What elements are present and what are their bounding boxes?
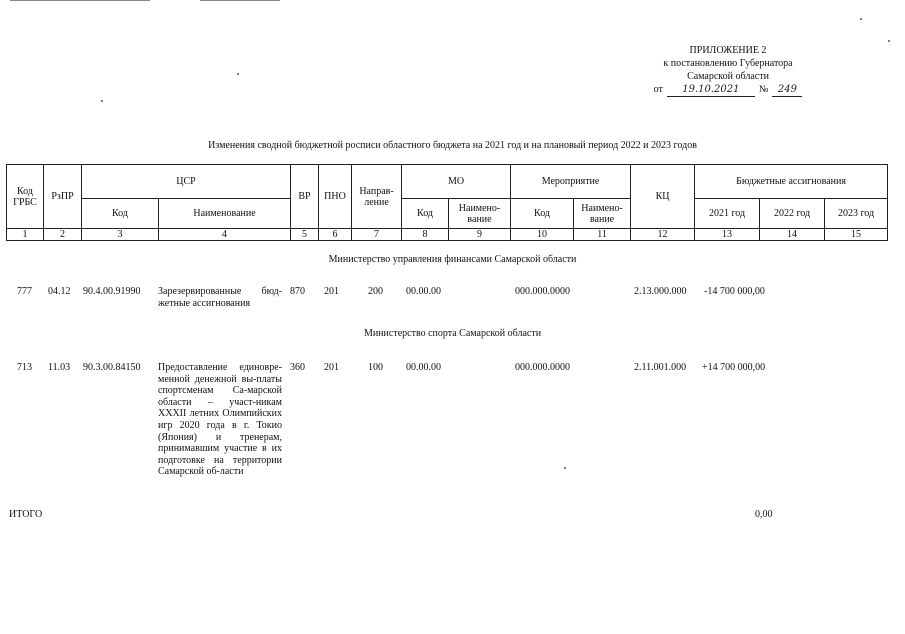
cell-rzpr: 04.12 xyxy=(48,286,71,297)
scan-edge-line xyxy=(200,0,280,1)
cell-mo: 00.00.00 xyxy=(406,362,441,373)
appendix-signature-line xyxy=(654,83,803,97)
col-number: 9 xyxy=(449,229,511,241)
col-budget: Бюджетные ассигнования xyxy=(695,165,888,199)
scan-speck xyxy=(860,18,862,20)
cell-sum2021: -14 700 000,00 xyxy=(704,286,765,297)
cell-rzpr: 11.03 xyxy=(48,362,71,373)
scan-speck xyxy=(237,73,239,75)
col-pno: ПНО xyxy=(319,165,352,229)
scan-speck xyxy=(888,40,890,42)
cell-meropr: 000.000.0000 xyxy=(515,362,570,373)
cell-pno: 201 xyxy=(324,362,339,373)
col-number: 1 xyxy=(7,229,44,241)
document-title: Изменения сводной бюджетной росписи областного бюджета на 2021 год и на плановый период 2022 и 2023 годов xyxy=(208,140,697,151)
col-mo-kod: Код xyxy=(402,199,449,229)
cell-vr: 360 xyxy=(290,362,305,373)
col-vr: ВР xyxy=(291,165,319,229)
col-number: 14 xyxy=(760,229,825,241)
col-csr-kod: Код xyxy=(82,199,159,229)
col-number: 6 xyxy=(319,229,352,241)
col-number: 12 xyxy=(631,229,695,241)
col-number: 8 xyxy=(402,229,449,241)
cell-csr: 90.3.00.84150 xyxy=(83,362,141,373)
col-csr: ЦСР xyxy=(82,165,291,199)
col-number: 15 xyxy=(825,229,888,241)
total-label: ИТОГО xyxy=(9,509,43,520)
table-row xyxy=(6,362,887,512)
col-csr-name: Наименование xyxy=(159,199,291,229)
col-number: 3 xyxy=(82,229,159,241)
col-number: 4 xyxy=(159,229,291,241)
col-number: 7 xyxy=(352,229,402,241)
cell-meropr: 000.000.0000 xyxy=(515,286,570,297)
col-2023: 2023 год xyxy=(825,199,888,229)
cell-napr: 200 xyxy=(368,286,383,297)
scan-edge-line xyxy=(10,0,150,1)
col-2021: 2021 год xyxy=(695,199,760,229)
cell-kc: 2.13.000.000 xyxy=(634,286,687,297)
cell-pno: 201 xyxy=(324,286,339,297)
col-number: 11 xyxy=(574,229,631,241)
col-2022: 2022 год xyxy=(760,199,825,229)
cell-mo: 00.00.00 xyxy=(406,286,441,297)
cell-vr: 870 xyxy=(290,286,305,297)
col-meropr: Мероприятие xyxy=(511,165,631,199)
cell-kc: 2.11.001.000 xyxy=(634,362,687,373)
cell-desc: Предоставление единовре-менной денежной вы-платы спортсменам Са-марской области – участ-никам XXXII летних Олимпийских игр 2020 года в г. Токио (Япония) и тренерам, принимавшим участие в их подготовке на территории Самарской об-ласти xyxy=(158,362,282,478)
cell-csr: 90.4.00.91990 xyxy=(83,286,141,297)
appendix-line3: Самарской области xyxy=(687,71,769,82)
cell-grbs: 713 xyxy=(17,362,32,373)
appendix-line2: к постановлению Губернатора xyxy=(663,58,793,69)
col-number: 10 xyxy=(511,229,574,241)
col-mo: МО xyxy=(402,165,511,199)
col-napr: Направ-ление xyxy=(352,165,402,229)
appendix-block xyxy=(643,44,813,97)
scan-speck xyxy=(101,100,103,102)
col-kc: КЦ xyxy=(631,165,695,229)
col-number: 2 xyxy=(44,229,82,241)
handwritten-number: 249 xyxy=(772,83,802,97)
total-value: 0,00 xyxy=(755,509,773,520)
col-rzpr: РзПР xyxy=(44,165,82,229)
appendix-title: ПРИЛОЖЕНИЕ 2 xyxy=(689,45,767,56)
col-number: 5 xyxy=(291,229,319,241)
col-kod-grbs: Код ГРБС xyxy=(7,165,44,229)
col-number: 13 xyxy=(695,229,760,241)
cell-sum2021: +14 700 000,00 xyxy=(702,362,766,373)
handwritten-date: 19.10.2021 xyxy=(667,83,755,97)
col-mo-name: Наимено-вание xyxy=(449,199,511,229)
section-ministry-finance: Министерство управления финансами Самарской области xyxy=(328,254,577,265)
col-meropr-kod: Код xyxy=(511,199,574,229)
cell-napr: 100 xyxy=(368,362,383,373)
number-label: № xyxy=(758,84,769,95)
from-label: от xyxy=(653,84,663,95)
budget-table-header xyxy=(6,164,888,241)
section-ministry-sport: Министерство спорта Самарской области xyxy=(363,328,542,339)
cell-grbs: 777 xyxy=(17,286,32,297)
cell-desc: Зарезервированные бюд-жетные ассигнования xyxy=(158,286,282,309)
col-meropr-name: Наимено-вание xyxy=(574,199,631,229)
